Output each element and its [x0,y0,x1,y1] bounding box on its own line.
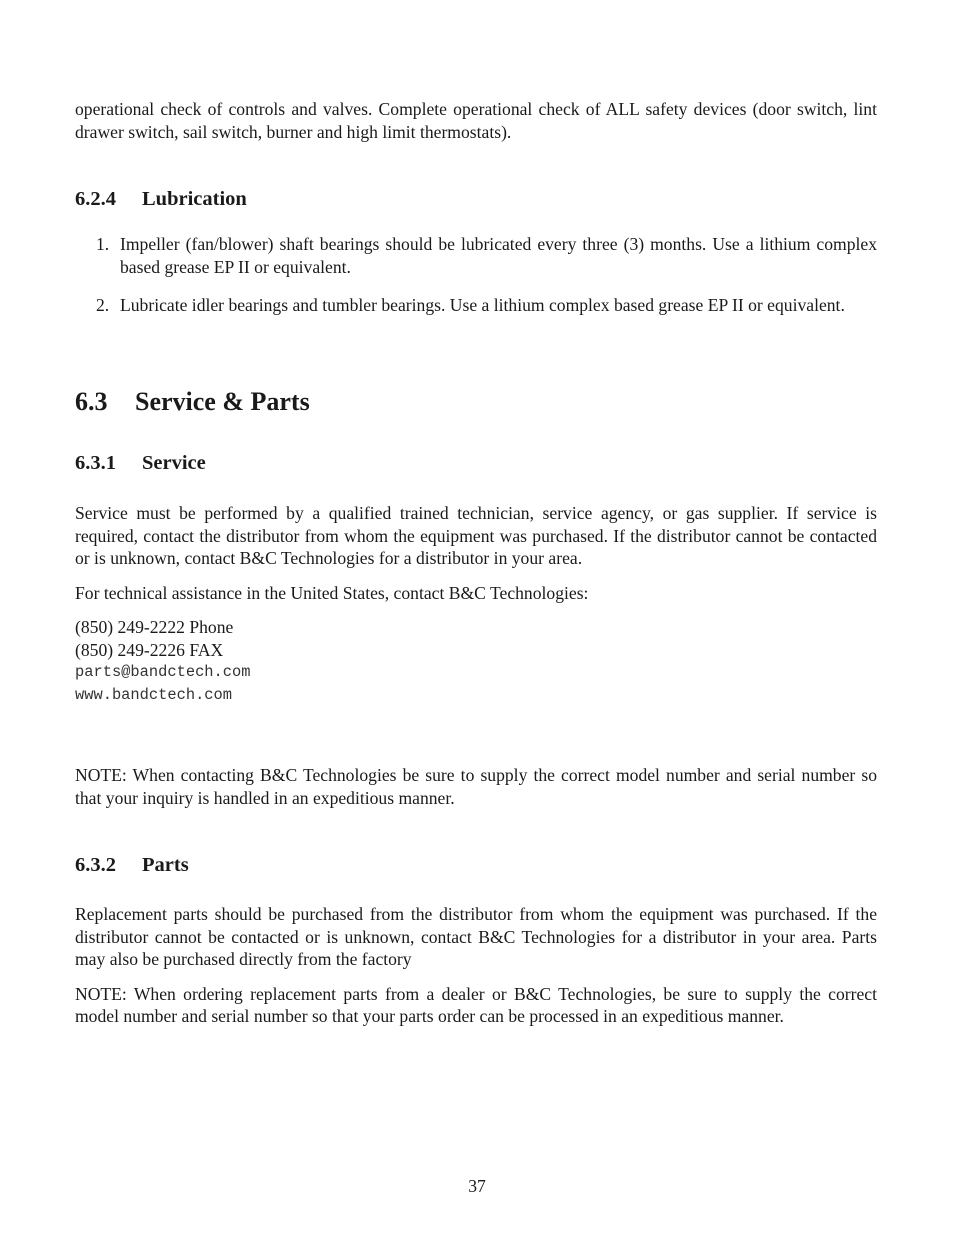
service-heading-title: Service [142,452,206,474]
parts-paragraph: Replacement parts should be purchased from the distributor from whom the equipment was purchased. If the distributor cannot be contacted or is unknown, contact B&C Technologies for a distributor in your area. Parts may also be purchased directly from the factory [75,904,877,969]
list-item [75,294,877,317]
parts-heading [75,853,189,877]
service-note: NOTE: When contacting B&C Technologies be sure to supply the correct model number and serial number so that your inquiry is handled in an expeditious manner. [75,765,877,808]
contact-info [75,616,877,706]
contact-phone: (850) 249-2222 Phone [75,617,234,637]
lubrication-list [75,233,877,333]
service-paragraph: Service must be performed by a qualified trained technician, service agency, or gas supplier. If service is required, contact the distributor from whom the equipment was purchased. If the distributor cannot be contacted or is unknown, contact B&C Technologies for a distributor in your area. [75,503,877,568]
parts-heading-title: Parts [142,854,189,876]
contact-fax: (850) 249-2226 FAX [75,639,224,660]
page-number: 37 [468,1176,486,1196]
parts-section-body [75,903,877,1028]
service-parts-heading-title: Service & Parts [135,387,310,416]
contact-email-link[interactable]: parts@bandctech.com [75,663,251,681]
service-section-body [75,502,877,706]
lubrication-heading [75,187,247,211]
list-item-marker: 1. [96,234,110,254]
list-item-marker: 2. [96,295,110,315]
technical-assistance-paragraph: For technical assistance in the United States, contact B&C Technologies: [75,582,589,603]
parts-heading-number: 6.3.2 [75,854,116,876]
list-item-text: Lubricate idler bearings and tumbler bearings. Use a lithium complex based grease EP II or equivalent. [120,295,845,315]
service-parts-heading-number: 6.3 [75,387,108,416]
intro-paragraph: operational check of controls and valves. Complete operational check of ALL safety devices (door switch, lint drawer switch, sail switch, burner and high limit thermostats). [75,99,877,142]
service-heading-number: 6.3.1 [75,452,116,474]
lubrication-heading-number: 6.2.4 [75,188,116,210]
parts-note: NOTE: When ordering replacement parts from a dealer or B&C Technologies, be sure to supply the correct model number and serial number so that your parts order can be processed in an expeditious manner. [75,983,877,1026]
list-item-text: Impeller (fan/blower) shaft bearings should be lubricated every three (3) months. Use a lithium complex based grease EP II or equivalent. [120,234,877,277]
service-parts-heading [75,387,310,417]
lubrication-heading-title: Lubrication [142,188,247,210]
contact-website-link[interactable]: www.bandctech.com [75,685,233,704]
service-heading [75,451,206,475]
list-item [75,233,877,278]
